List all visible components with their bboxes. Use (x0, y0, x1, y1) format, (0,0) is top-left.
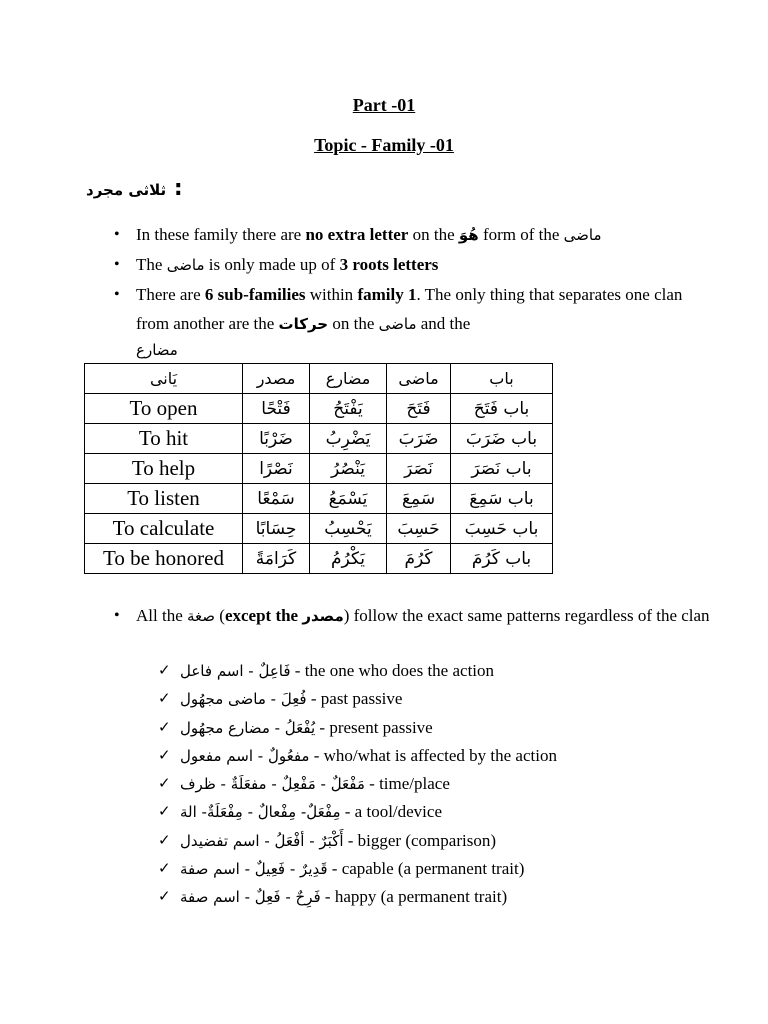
pattern-arabic: مِفْعَلٌ- مِفْعالٌ - مِفْعَلَةٌ- الة (180, 803, 341, 822)
bullet-text: There are (136, 285, 205, 304)
pattern-meaning: - time/place (364, 774, 450, 794)
cell-madi: فَتَحَ (387, 394, 451, 424)
bullet-arabic: مصدر (302, 607, 344, 625)
section-heading (86, 176, 183, 201)
table-row (85, 514, 553, 544)
cell-mudari: يَنْصُرُ (310, 454, 387, 484)
part-title: Part -01 (352, 95, 416, 115)
pattern-meaning: - who/what is affected by the action (309, 745, 557, 765)
pattern-meaning: - a tool/device (340, 802, 443, 822)
cell-madi: حَسِبَ (387, 514, 451, 544)
table-row (85, 394, 553, 424)
bullet-text: on the (328, 314, 379, 333)
bullet-text: The (136, 255, 167, 274)
pattern-meaning: - happy (a permanent trait) (320, 887, 508, 907)
bullet-bold: except the (224, 606, 303, 625)
verb-family-table (84, 363, 553, 574)
bullet-wrap (136, 339, 692, 361)
cell-mudari: يَسْمَعُ (310, 484, 387, 514)
bullet-item (112, 250, 692, 280)
pattern-bullet-list (112, 602, 712, 630)
pattern-arabic: مفعُولٌ - اسم مفعول (180, 746, 310, 765)
pattern-meaning: - present passive (315, 717, 433, 737)
bullet-text: form of the (478, 225, 564, 244)
cell-madi: نَصَرَ (387, 454, 451, 484)
cell-masdar: نَصْرًا (243, 454, 310, 484)
bullet-bold: 3 roots letters (339, 255, 439, 274)
table-row (85, 484, 553, 514)
bullet-arabic: ماضی (166, 256, 205, 274)
table-row (85, 454, 553, 484)
pattern-meaning: - the one who does the action (290, 661, 495, 680)
cell-bab: باب فَتَحَ (451, 394, 553, 424)
bullet-bold: no extra letter (305, 225, 409, 244)
bullet-text: ( (215, 606, 225, 625)
intro-bullet-list (112, 220, 692, 361)
cell-meaning: To be honored (85, 544, 243, 574)
cell-meaning: To open (85, 394, 243, 424)
table-row (85, 424, 553, 454)
pattern-arabic: قَدِيرٌ - فَعِيلٌ - اسم صفة (180, 860, 328, 879)
cell-meaning: To help (85, 454, 243, 484)
bullet-arabic: ماضی (563, 226, 602, 244)
checklist-item (158, 855, 718, 883)
cell-masdar: ضَرْبًا (243, 424, 310, 454)
pattern-arabic: فَاعِلٌ - اسم فاعل (180, 662, 291, 680)
cell-meaning: To hit (85, 424, 243, 454)
cell-bab: باب ضَرَبَ (451, 424, 553, 454)
header-meaning: یَانی (85, 364, 243, 394)
cell-meaning: To calculate (85, 514, 243, 544)
cell-bab: باب حَسِبَ (451, 514, 553, 544)
bullet-item (112, 602, 712, 630)
pattern-checklist (158, 657, 718, 912)
cell-mudari: يَحْسِبُ (310, 514, 387, 544)
checklist-item (158, 714, 718, 742)
checklist-item (158, 685, 718, 713)
pattern-arabic: يُفْعَلُ - مضارع مجهُول (180, 718, 316, 737)
table-header-row (85, 364, 553, 394)
pattern-meaning: - past passive (306, 689, 403, 709)
checklist-item (158, 742, 718, 770)
checklist-item (158, 770, 718, 798)
cell-masdar: كَرَامَةً (243, 544, 310, 574)
checklist-item (158, 827, 718, 855)
table-row (85, 544, 553, 574)
cell-mudari: يَفْتَحُ (310, 394, 387, 424)
topic-title: Topic - Family -01 (314, 135, 454, 155)
pattern-meaning: - capable (a permanent trait) (327, 859, 525, 879)
cell-meaning: To listen (85, 484, 243, 514)
bullet-text: and the (416, 314, 471, 333)
bullet-item (112, 220, 692, 250)
header-masdar: مصدر (243, 364, 310, 394)
bullet-text: In these family there are (136, 225, 306, 244)
bullet-arabic: حرکات (278, 315, 329, 333)
cell-madi: ضَرَبَ (387, 424, 451, 454)
bullet-text: . The only thing that separates one clan from another are the (136, 285, 683, 333)
checklist-item (158, 798, 718, 826)
bullet-bold: family 1 (357, 285, 417, 304)
pattern-arabic: أَكْبَرٌ - أفْعَلُ - اسم تفضيدل (180, 831, 344, 850)
cell-madi: كَرُمَ (387, 544, 451, 574)
bullet-text: on the (408, 225, 459, 244)
bullet-arabic: هُوَ (458, 226, 479, 244)
header-mudari: مضارع (310, 364, 387, 394)
heading-arabic: ثلاثی مجرد (86, 181, 167, 199)
cell-masdar: فَتْحًا (243, 394, 310, 424)
bullet-arabic: مضارع (136, 341, 178, 359)
header-madi: ماضی (387, 364, 451, 394)
pattern-arabic: مَفْعَلٌ - مَفْعِلٌ - مفعَلَةٌ - ظرف (180, 775, 365, 794)
pattern-arabic: فُعِلَ - ماضی مجهُول (180, 690, 307, 709)
bullet-text: All the (136, 606, 187, 625)
cell-mudari: يَضْرِبُ (310, 424, 387, 454)
bullet-item (112, 280, 692, 361)
header-bab: باب (451, 364, 553, 394)
cell-mudari: يَكْرُمُ (310, 544, 387, 574)
heading-colon: : (173, 176, 183, 201)
pattern-arabic: فَرِحٌ - فَعِلٌ - اسم صفة (180, 888, 321, 907)
checklist-item (158, 883, 718, 911)
bullet-arabic: صغة (187, 607, 216, 625)
cell-bab: باب نَصَرَ (451, 454, 553, 484)
cell-masdar: حِسَابًا (243, 514, 310, 544)
pattern-meaning: - bigger (comparison) (343, 830, 496, 850)
cell-masdar: سَمْعًا (243, 484, 310, 514)
bullet-arabic: ماضی (378, 315, 417, 333)
bullet-text: ) follow the exact same patterns regardless of the clan (343, 606, 710, 625)
cell-bab: باب سَمِعَ (451, 484, 553, 514)
checklist-item (158, 657, 718, 685)
cell-madi: سَمِعَ (387, 484, 451, 514)
bullet-bold: 6 sub-families (204, 285, 306, 304)
bullet-text: is only made up of (204, 255, 340, 274)
bullet-text: within (305, 285, 358, 304)
cell-bab: باب كَرُمَ (451, 544, 553, 574)
